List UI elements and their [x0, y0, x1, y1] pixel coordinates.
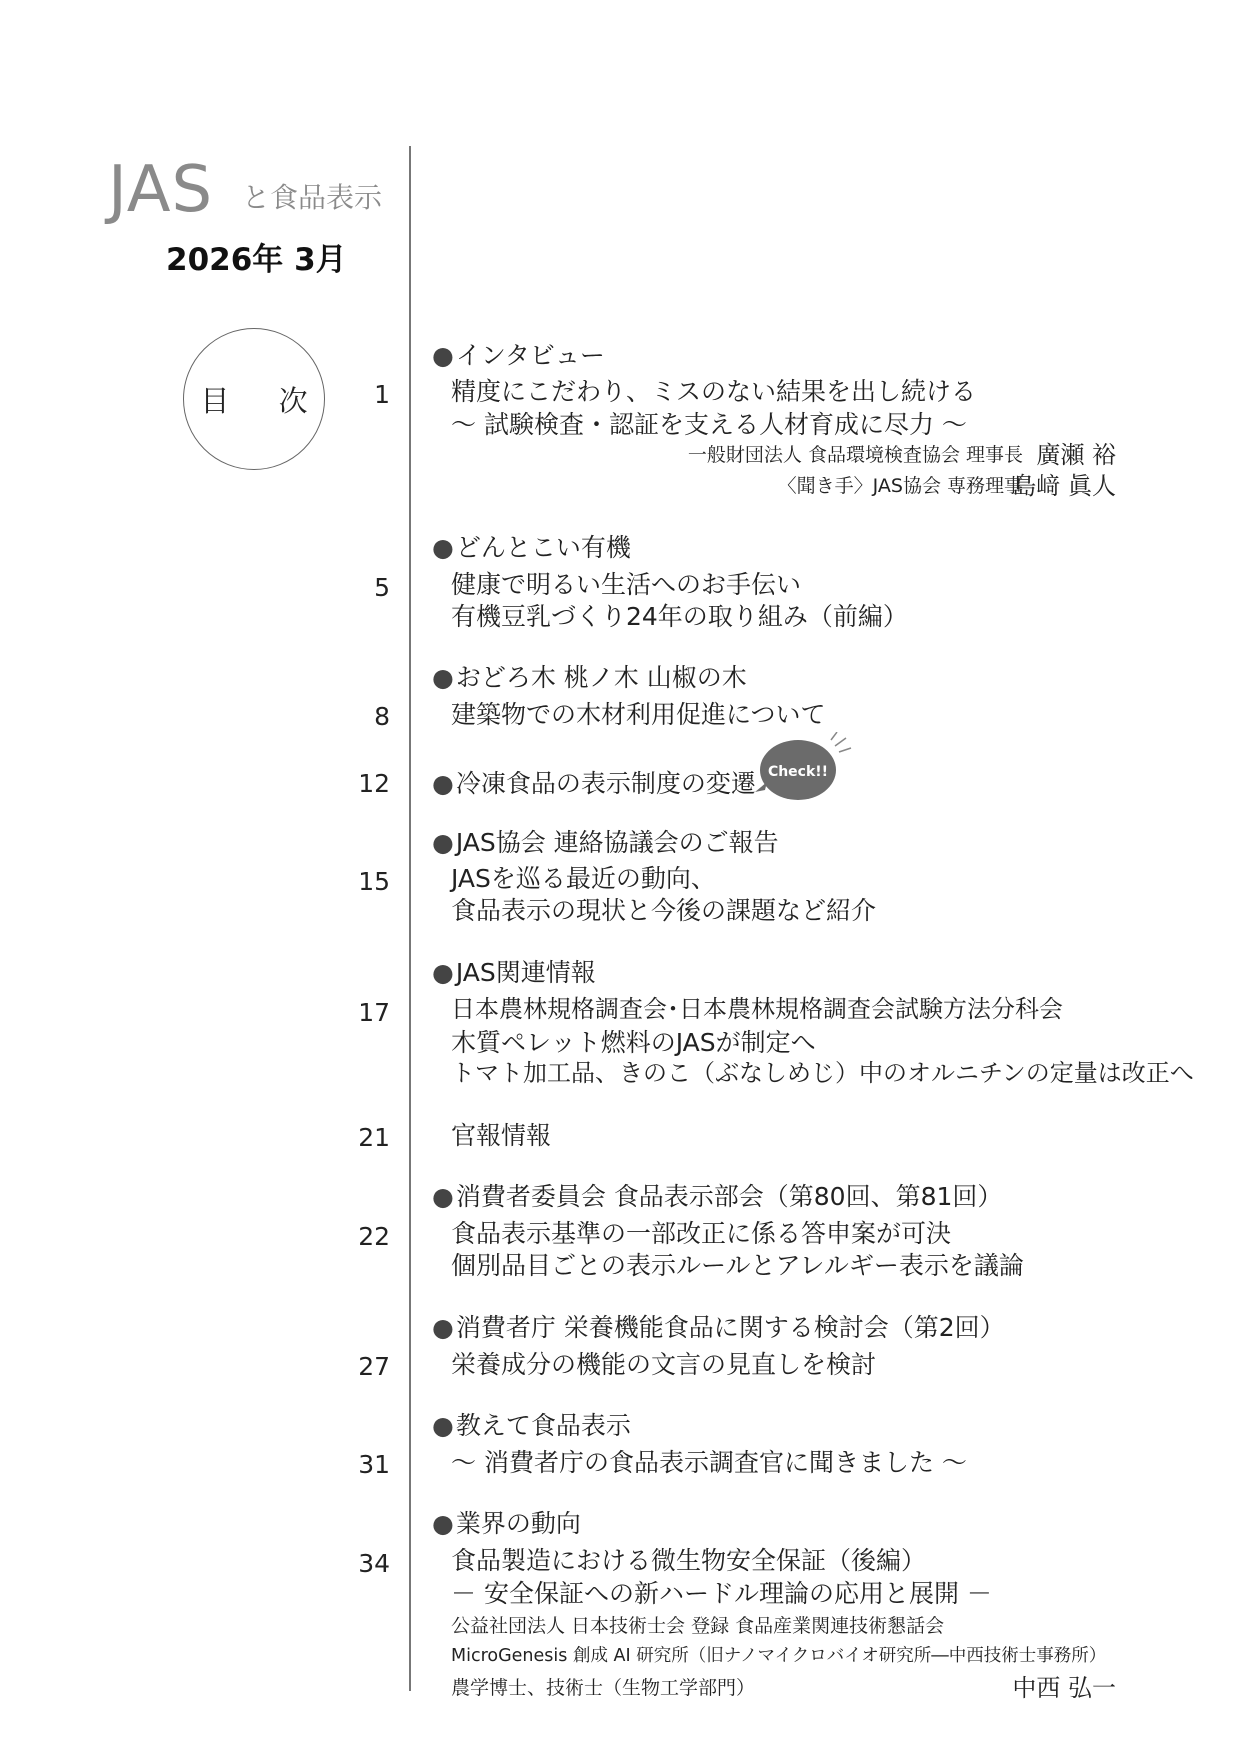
entry-category: ●JAS協会 連絡協議会のご報告 — [432, 828, 779, 857]
author-affiliation: 公益社団法人 日本技術士会 登録 食品産業関連技術懇話会 — [451, 1615, 945, 1637]
entry-title: 食品製造における微生物安全保証（後編） — [451, 1546, 927, 1575]
brand-title: JAS — [108, 153, 214, 227]
bullet-icon: ● — [432, 663, 454, 692]
credit-role: 一般財団法人 食品環境検査協会 理事長 — [687, 444, 1023, 466]
page-number: 22 — [358, 1222, 390, 1251]
issue-date: 2026年 3月 — [166, 242, 347, 278]
page-number: 31 — [358, 1450, 390, 1479]
bullet-icon: ● — [432, 1509, 454, 1538]
entry-title: JASを巡る最近の動向、 — [451, 864, 716, 893]
entry-subtitle: 食品表示の現状と今後の課題など紹介 — [451, 896, 877, 925]
credit-name: 島﨑 眞人 — [1012, 472, 1116, 500]
entry-category: ●インタビュー — [432, 341, 605, 370]
page-number: 17 — [358, 998, 390, 1027]
bullet-icon: ● — [432, 1182, 454, 1211]
badge-label: Check!! — [767, 764, 829, 780]
entry-subtitle: 個別品目ごとの表示ルールとアレルギー表示を議論 — [451, 1251, 1024, 1280]
entry-title: 栄養成分の機能の文言の見直しを検討 — [451, 1350, 877, 1379]
entry-title: 官報情報 — [451, 1121, 552, 1150]
page-number: 34 — [358, 1549, 390, 1578]
entry-title: 食品表示基準の一部改正に係る答申案が可決 — [451, 1219, 952, 1248]
entry-category: ●業界の動向 — [432, 1509, 581, 1538]
brand-subtitle: と食品表示 — [242, 181, 383, 214]
bullet-icon: ● — [432, 828, 454, 857]
entry-category: ●冷凍食品の表示制度の変遷 — [432, 769, 756, 798]
author-name: 中西 弘一 — [1012, 1674, 1116, 1702]
page-number: 12 — [358, 769, 390, 798]
bullet-icon: ● — [432, 958, 454, 987]
author-title: 農学博士、技術士（生物工学部門） — [451, 1677, 756, 1699]
column-divider — [409, 146, 411, 1691]
check-speech-bubble-icon — [753, 732, 853, 804]
credit-role: 〈聞き手〉JAS協会 専務理事 — [777, 475, 1023, 497]
toc-heading: 目 次 — [200, 383, 328, 418]
page-number: 8 — [374, 702, 390, 731]
bullet-icon: ● — [432, 769, 454, 798]
credit-name: 廣瀬 裕 — [1036, 441, 1116, 469]
entry-line: 木質ペレット燃料のJASが制定へ — [451, 1028, 816, 1057]
entry-category: ●消費者委員会 食品表示部会（第80回、第81回） — [432, 1182, 1003, 1211]
author-affiliation: MicroGenesis 創成 AI 研究所（旧ナノマイクロバイオ研究所―中西技術士事務所） — [451, 1646, 1107, 1666]
bullet-icon: ● — [432, 341, 454, 370]
page-number: 1 — [374, 380, 390, 409]
page-number: 27 — [358, 1352, 390, 1381]
entry-category: ●消費者庁 栄養機能食品に関する検討会（第2回） — [432, 1313, 1005, 1342]
bullet-icon: ● — [432, 533, 454, 562]
page-number: 21 — [358, 1123, 390, 1152]
bullet-icon: ● — [432, 1313, 454, 1342]
entry-title: 健康で明るい生活へのお手伝い — [451, 570, 802, 599]
entry-category: ●どんとこい有機 — [432, 533, 631, 562]
bullet-icon: ● — [432, 1411, 454, 1440]
entry-subtitle: 有機豆乳づくり24年の取り組み（前編） — [451, 602, 908, 631]
entry-subtitle: － 安全保証への新ハードル理論の応用と展開 － — [451, 1579, 992, 1608]
check-badge — [753, 732, 853, 808]
entry-category: ●教えて食品表示 — [432, 1411, 631, 1440]
entry-category: ●おどろ木 桃ノ木 山椒の木 — [432, 663, 747, 692]
entry-title: 〜 消費者庁の食品表示調査官に聞きました 〜 — [451, 1448, 967, 1477]
page-number: 5 — [374, 573, 390, 602]
toc-heading-circle — [183, 328, 328, 470]
entry-category: ●JAS関連情報 — [432, 958, 596, 987]
entry-title: 精度にこだわり、ミスのない結果を出し続ける — [451, 377, 977, 406]
entry-title: 建築物での木材利用促進について — [451, 700, 826, 729]
entry-title: 日本農林規格調査会･日本農林規格調査会試験方法分科会 — [451, 995, 1063, 1023]
page-number: 15 — [358, 867, 390, 896]
entry-line: トマト加工品、きのこ（ぶなしめじ）中のオルニチンの定量は改正へ — [451, 1059, 1194, 1087]
entry-subtitle: 〜 試験検査・認証を支える人材育成に尽力 〜 — [451, 410, 967, 439]
